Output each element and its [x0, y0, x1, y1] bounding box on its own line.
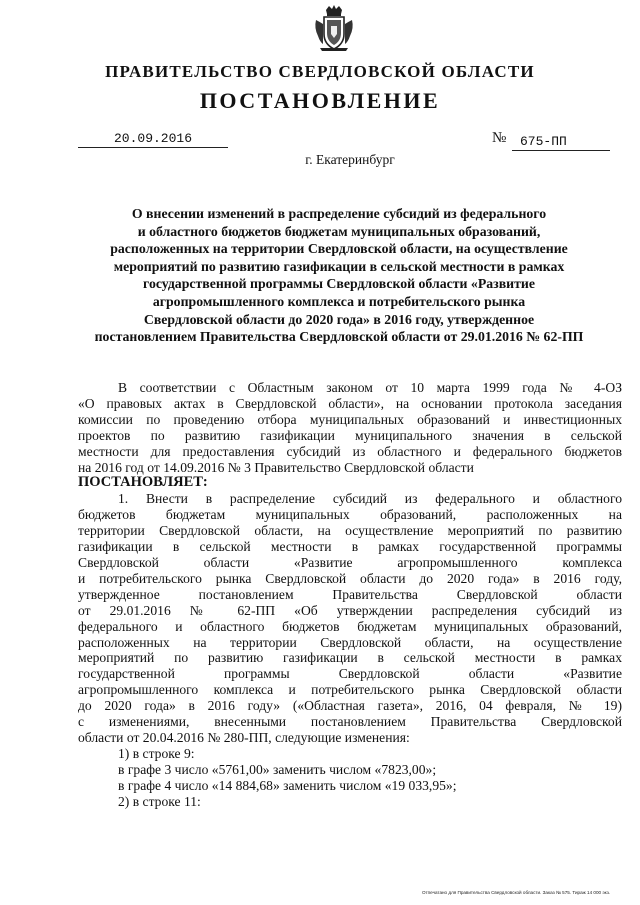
item1-line: до 2020 года» в 2016 году» («Областная газета», 2016, 04 февраля, № 19) [78, 698, 622, 714]
item1-line: агропромышленного комплекса и потребительского рынка Свердловской области [78, 682, 622, 698]
item1-line: области от 20.04.2016 № 280-ПП, следующие изменения: [78, 729, 410, 745]
subitem-line: в графе 4 число «14 884,68» заменить числом «19 033,95»; [118, 777, 457, 793]
item1-line: с изменениями, внесенными постановлением Правительства Свердловской [78, 714, 622, 730]
item1-line: газификации в сельской местности в рамках государственной программы [78, 539, 622, 555]
item1-line: расположенных на территории Свердловской области, на осуществление [78, 634, 622, 650]
preamble-line: проектов по развитию газификации муниципального значения в сельской [78, 427, 622, 443]
item1-line: утвержденное постановлением Правительства Свердловской области [78, 586, 622, 602]
subject-line: мероприятий по развитию газификации в сельской местности в рамках [113, 258, 565, 274]
preamble-line: на 2016 год от 14.09.2016 № 3 Правительство Свердловской области [78, 459, 474, 475]
document-body [78, 380, 622, 809]
subject-line: и областного бюджетов бюджетам муниципальных образований, [137, 223, 541, 239]
government-title: ПРАВИТЕЛЬСТВО СВЕРДЛОВСКОЙ ОБЛАСТИ [105, 62, 535, 81]
preamble-line: В соответствии с Областным законом от 10 марта 1999 года № 4-ОЗ [118, 380, 622, 395]
item1-line: государственной программы Свердловской области «Развитие [78, 666, 622, 682]
item1-line: бюджетов бюджетам муниципальных образований, расположенных на [78, 507, 622, 523]
coat-of-arms-emblem [312, 4, 356, 52]
subitem-line: в графе 3 число «5761,00» заменить числом «7823,00»; [118, 761, 437, 777]
item1-line: от 29.01.2016 № 62-ПП «Об утверждении распределения субсидий из [78, 602, 622, 618]
item1-line: федерального и областного бюджетов бюджетам муниципальных образований, [78, 618, 622, 634]
preamble-line: местности для предоставления субсидий из областного и федерального бюджетов [78, 443, 622, 459]
item1-line: 1. Внести в распределение субсидий из федерального и областного [118, 491, 622, 507]
subitem-line: 2) в строке 11: [118, 793, 201, 809]
item1-line: мероприятий по развитию газификации в сельской местности в рамках [78, 650, 622, 666]
subject-line: О внесении изменений в распределение субсидий из федерального [131, 206, 547, 221]
document-subject [86, 205, 592, 346]
subject-line: Свердловской области до 2020 года» в 2016 году, утвержденное [143, 311, 535, 327]
document-number: 675-ПП [512, 134, 610, 151]
subject-line: постановлением Правительства Свердловской области от 29.01.2016 № 62-ПП [94, 329, 584, 345]
item1-line: территории Свердловской области, на осуществление мероприятий по развитию [78, 523, 622, 539]
preamble-line: комиссии по проведению отбора муниципальных образований и инвестиционных [78, 411, 622, 427]
number-sign: № [492, 130, 507, 146]
item1-line: и потребительского рынка Свердловской области до 2020 года» в 2016 году, [78, 570, 622, 586]
subject-line: расположенных на территории Свердловской области, на осуществление [110, 241, 568, 257]
subject-line: государственной программы Свердловской области «Развитие [143, 276, 535, 292]
resolves-heading: ПОСТАНОВЛЯЕТ: [78, 474, 208, 491]
city-line: г. Екатеринбург [305, 152, 395, 167]
item1-line: Свердловской области «Развитие агропромышленного комплекса [78, 554, 622, 570]
preamble-line: «О правовых актах в Свердловской области», на основании протокола заседания [78, 395, 622, 411]
subitem-line: 1) в строке 9: [118, 745, 195, 761]
print-footer-note: Отпечатано для Правительства Свердловской области. Заказ № 575. Тираж 14 000 экз. [422, 890, 611, 895]
document-type-title: ПОСТАНОВЛЕНИЕ [199, 88, 441, 113]
subject-line: агропромышленного комплекса и потребительского рынка [152, 293, 526, 309]
document-date: 20.09.2016 [78, 131, 228, 148]
